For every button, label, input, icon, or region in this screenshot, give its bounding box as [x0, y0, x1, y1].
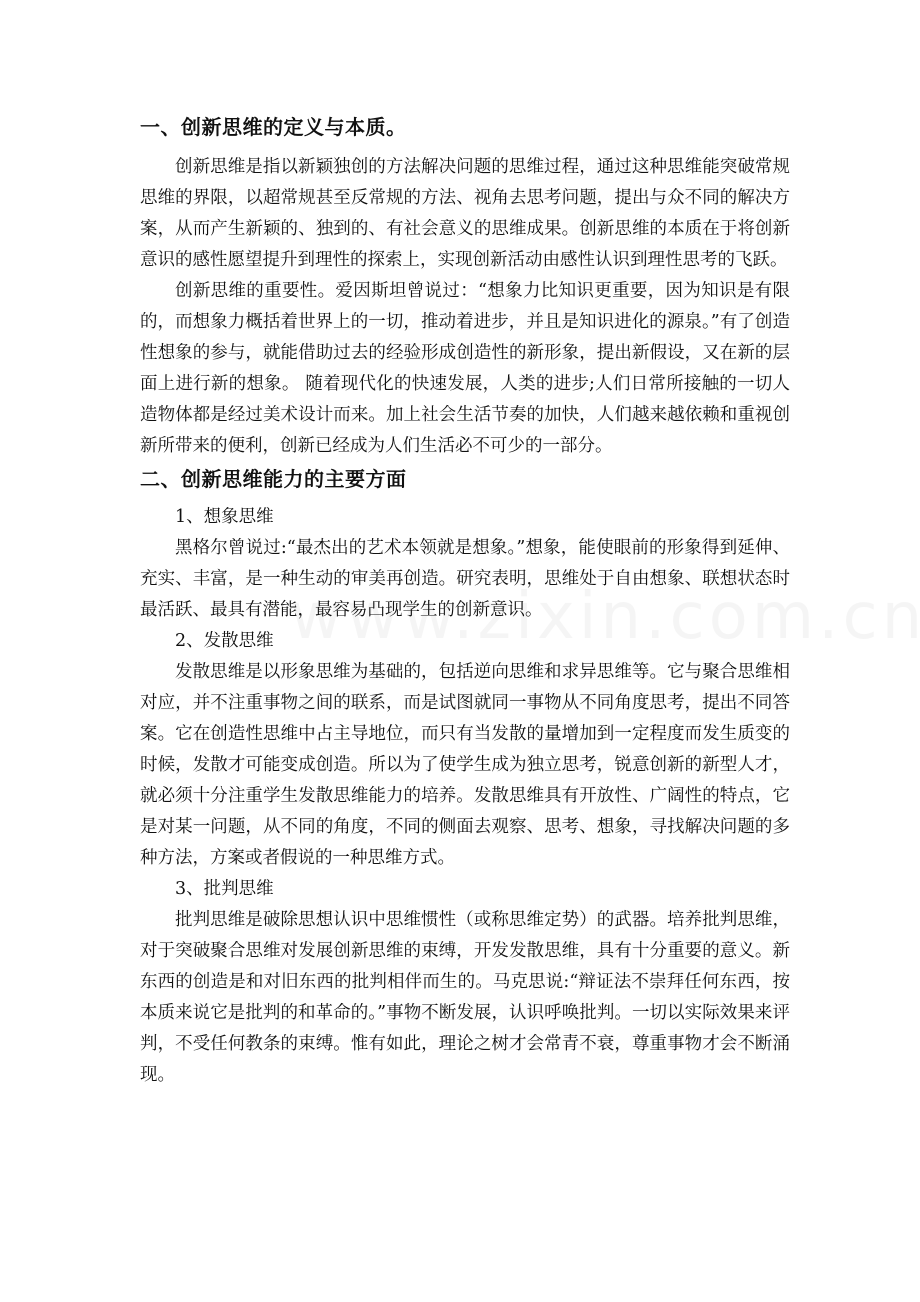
section-1-title: 一、创新思维的定义与本质。	[140, 115, 407, 139]
subsection-3-paragraph: 批判思维是破除思想认识中思维惯性（或称思维定势）的武器。培养批判思维，对于突破聚合思维对发展创新思维的束缚，开发发散思维，具有十分重要的意义。新东西的创造是和对旧东西的批判相伴而生的。马克思说:“辩证法不崇拜任何东西，按本质来说它是批判的和革命的。”事物不断发展，认识呼唤批判。一切以实际效果来评判，不受任何教条的束缚。惟有如此，理论之树才会常青不衰，尊重事物才会不断涌现。	[140, 910, 790, 1085]
section-1-paragraph-1: 创新思维是指以新颖独创的方法解决问题的思维过程，通过这种思维能突破常规思维的界限，以超常规甚至反常规的方法、视角去思考问题，提出与众不同的解决方案，从而产生新颖的、独到的、有社会意义的思维成果。创新思维的本质在于将创新意识的感性愿望提升到理性的探索上，实现创新活动由感性认识到理性思考的飞跃。	[140, 157, 790, 270]
subsection-3-heading: 3、批判思维	[175, 879, 274, 899]
subsection-1-paragraph: 黑格尔曾说过:“最杰出的艺术本领就是想象。”想象，能使眼前的形象得到延伸、充实、丰富，是一种生动的审美再创造。研究表明，思维处于自由想象、联想状态时最活跃、最具有潜能，最容易凸现学生的创新意识。	[140, 538, 790, 620]
section-1-paragraph-2: 创新思维的重要性。爱因斯坦曾说过：“想象力比知识更重要，因为知识是有限的，而想象力概括着世界上的一切，推动着进步，并且是知识进化的源泉。”有了创造性想象的参与，就能借助过去的经验形成创造性的新形象，提出新假设，又在新的层面上进行新的想象。 随着现代化的快速发展，人类的进步;人们日常所接触的一切人造物体都是经过美术设计而来。加上社会生活节奏的加快，人们越来越依赖和重视创新所带来的便利，创新已经成为人们生活必不可少的一部分。	[140, 281, 790, 456]
section-2-title: 二、创新思维能力的主要方面	[140, 467, 407, 491]
subsection-2-heading: 2、发散思维	[175, 631, 274, 651]
document-body	[140, 112, 790, 1091]
subsection-2-paragraph: 发散思维是以形象思维为基础的，包括逆向思维和求异思维等。它与聚合思维相对应，并不注重事物之间的联系，而是试图就同一事物从不同角度思考，提出不同答案。它在创造性思维中占主导地位，而只有当发散的量增加到一定程度而发生质变的时候，发散才可能变成创造。所以为了使学生成为独立思考，锐意创新的新型人才，就必须十分注重学生发散思维能力的培养。发散思维具有开放性、广阔性的特点，它是对某一问题，从不同的角度，不同的侧面去观察、思考、想象，寻找解决问题的多种方法，方案或者假说的一种思维方式。	[140, 662, 790, 868]
subsection-1-heading: 1、想象思维	[175, 507, 274, 527]
